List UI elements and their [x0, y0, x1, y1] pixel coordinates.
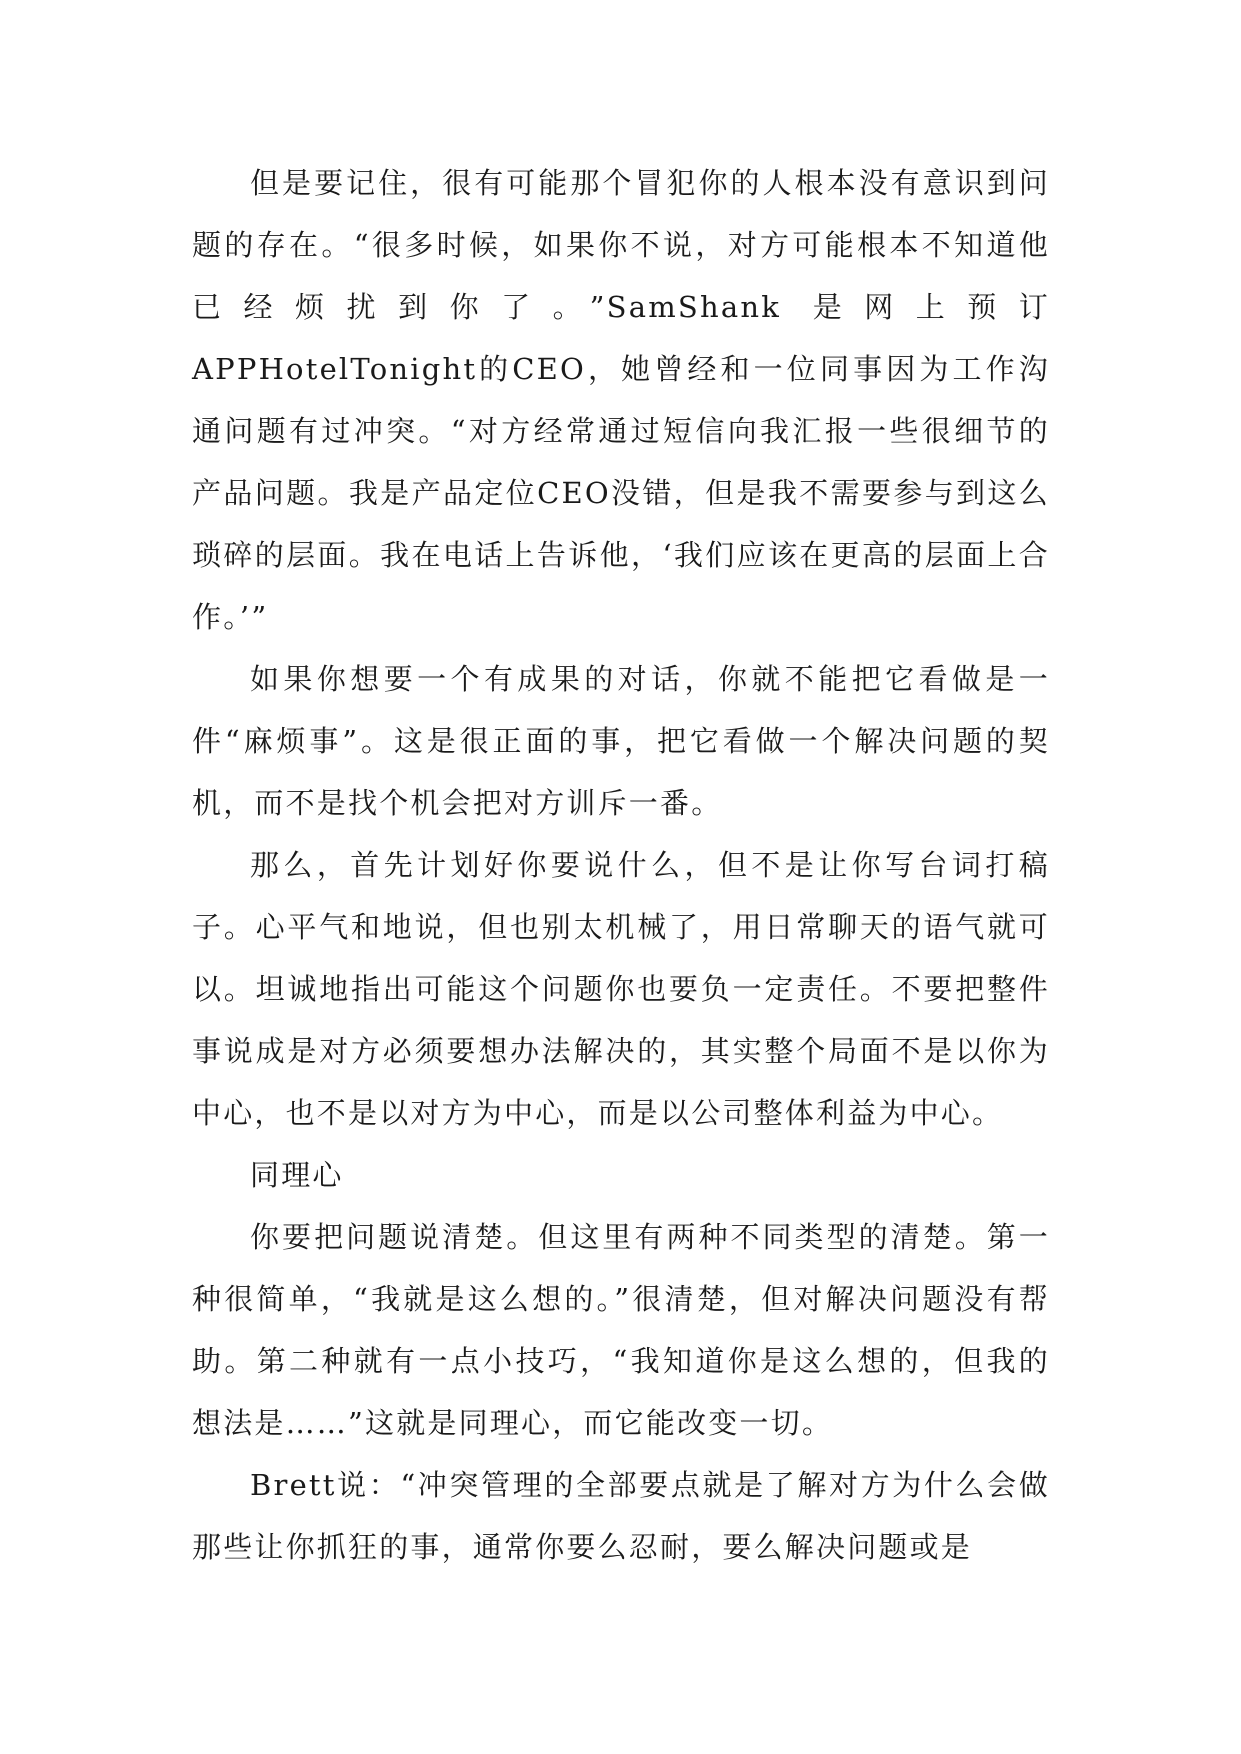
body-paragraph: 如果你想要一个有成果的对话，你就不能把它看做是一件“麻烦事”。这是很正面的事，把它看做一个解决问题的契机，而不是找个机会把对方训斥一番。 — [192, 662, 1050, 820]
body-paragraph: Brett说：“冲突管理的全部要点就是了解对方为什么会做那些让你抓狂的事，通常你要么忍耐，要么解决问题或是 — [192, 1468, 1050, 1564]
document-page — [192, 152, 1050, 1578]
body-paragraph: 你要把问题说清楚。但这里有两种不同类型的清楚。第一种很简单，“我就是这么想的。”很清楚，但对解决问题没有帮助。第二种就有一点小技巧，“我知道你是这么想的，但我的想法是……”这就是同理心，而它能改变一切。 — [192, 1220, 1050, 1440]
body-paragraph: 但是要记住，很有可能那个冒犯你的人根本没有意识到问题的存在。“很多时候，如果你不说，对方可能根本不知道他已经烦扰到你了。”SamShank 是网上预订APPHotelTonight的CEO，她曾经和一位同事因为工作沟通问题有过冲突。“对方经常通过短信向我汇报一些很细节的产品问题。我是产品定位CEO没错，但是我不需要参与到这么琐碎的层面。我在电话上告诉他，‘我们应该在更高的层面上合作。’” — [192, 166, 1050, 634]
body-paragraph: 那么，首先计划好你要说什么，但不是让你写台词打稿子。心平气和地说，但也别太机械了，用日常聊天的语气就可以。坦诚地指出可能这个问题你也要负一定责任。不要把整件事说成是对方必须要想办法解决的，其实整个局面不是以你为中心，也不是以对方为中心，而是以公司整体利益为中心。 — [192, 848, 1050, 1130]
section-heading: 同理心 — [250, 1158, 344, 1192]
